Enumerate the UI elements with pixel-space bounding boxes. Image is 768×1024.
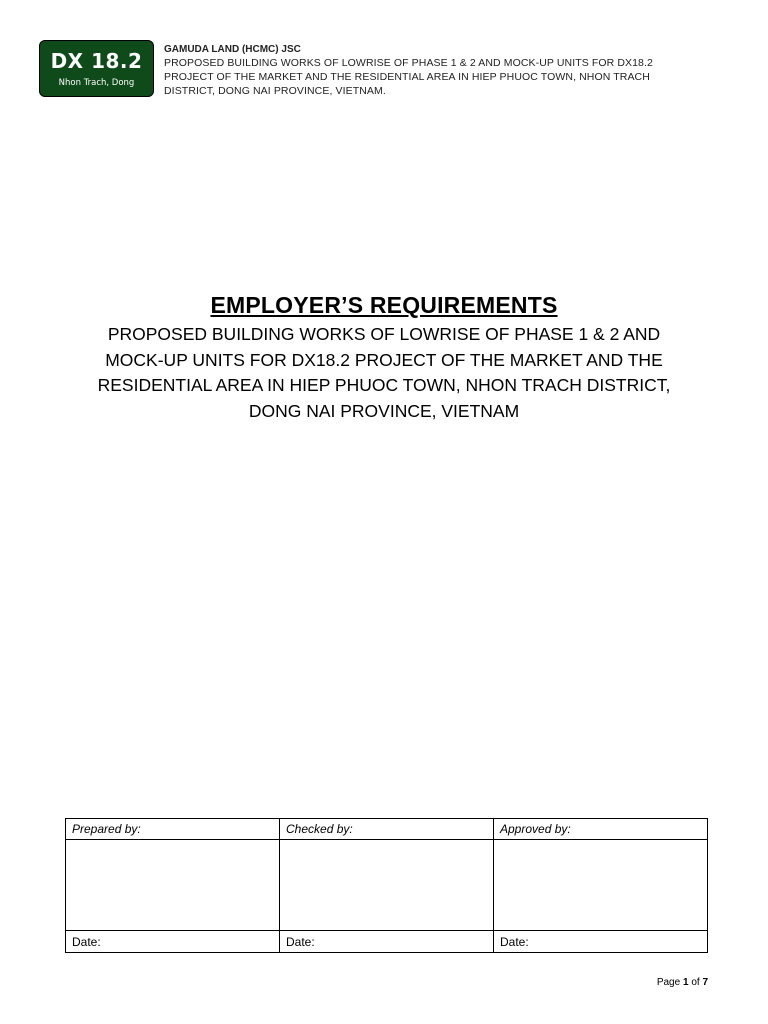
header-project-line: PROPOSED BUILDING WORKS OF LOWRISE OF PHASE 1 & 2 AND MOCK-UP UNITS FOR DX18.2 xyxy=(164,57,653,69)
signoff-table xyxy=(65,818,708,953)
prepared-date-label: Date: xyxy=(66,931,280,953)
header-company: GAMUDA LAND (HCMC) JSC xyxy=(164,44,301,55)
document-subtitle-line: RESIDENTIAL AREA IN HIEP PHUOC TOWN, NHON TRACH DISTRICT, xyxy=(97,375,671,395)
page-total: 7 xyxy=(702,977,708,988)
checked-signature-cell xyxy=(280,840,494,931)
approved-by-label: Approved by: xyxy=(494,819,708,840)
header-project-line: PROJECT OF THE MARKET AND THE RESIDENTIAL AREA IN HIEP PHUOC TOWN, NHON TRACH xyxy=(164,71,650,83)
header-project-line: DISTRICT, DONG NAI PROVINCE, VIETNAM. xyxy=(164,85,386,97)
title-block xyxy=(60,289,708,423)
of-label: of xyxy=(691,977,700,988)
document-subtitle-line: DONG NAI PROVINCE, VIETNAM xyxy=(248,400,520,421)
prepared-by-label: Prepared by: xyxy=(66,819,280,840)
logo-subtitle: Nhon Trach, Dong xyxy=(58,78,135,88)
page-header xyxy=(164,43,724,98)
page-number xyxy=(657,977,708,988)
checked-by-label: Checked by: xyxy=(280,819,494,840)
document-subtitle-line: PROPOSED BUILDING WORKS OF LOWRISE OF PHASE 1 & 2 AND xyxy=(107,324,661,344)
project-logo xyxy=(39,40,154,97)
approved-signature-cell xyxy=(494,840,708,931)
document-title: EMPLOYER’S REQUIREMENTS xyxy=(210,292,558,318)
checked-date-label: Date: xyxy=(280,931,494,953)
logo-title: DX 18.2 xyxy=(50,49,143,73)
page-current: 1 xyxy=(682,977,689,988)
signoff-header-row xyxy=(66,819,708,840)
document-subtitle-line: MOCK-UP UNITS FOR DX18.2 PROJECT OF THE MARKET AND THE xyxy=(105,349,663,370)
date-row xyxy=(66,931,708,953)
prepared-signature-cell xyxy=(66,840,280,931)
approved-date-label: Date: xyxy=(494,931,708,953)
page-label: Page xyxy=(656,977,681,988)
signature-row xyxy=(66,840,708,931)
